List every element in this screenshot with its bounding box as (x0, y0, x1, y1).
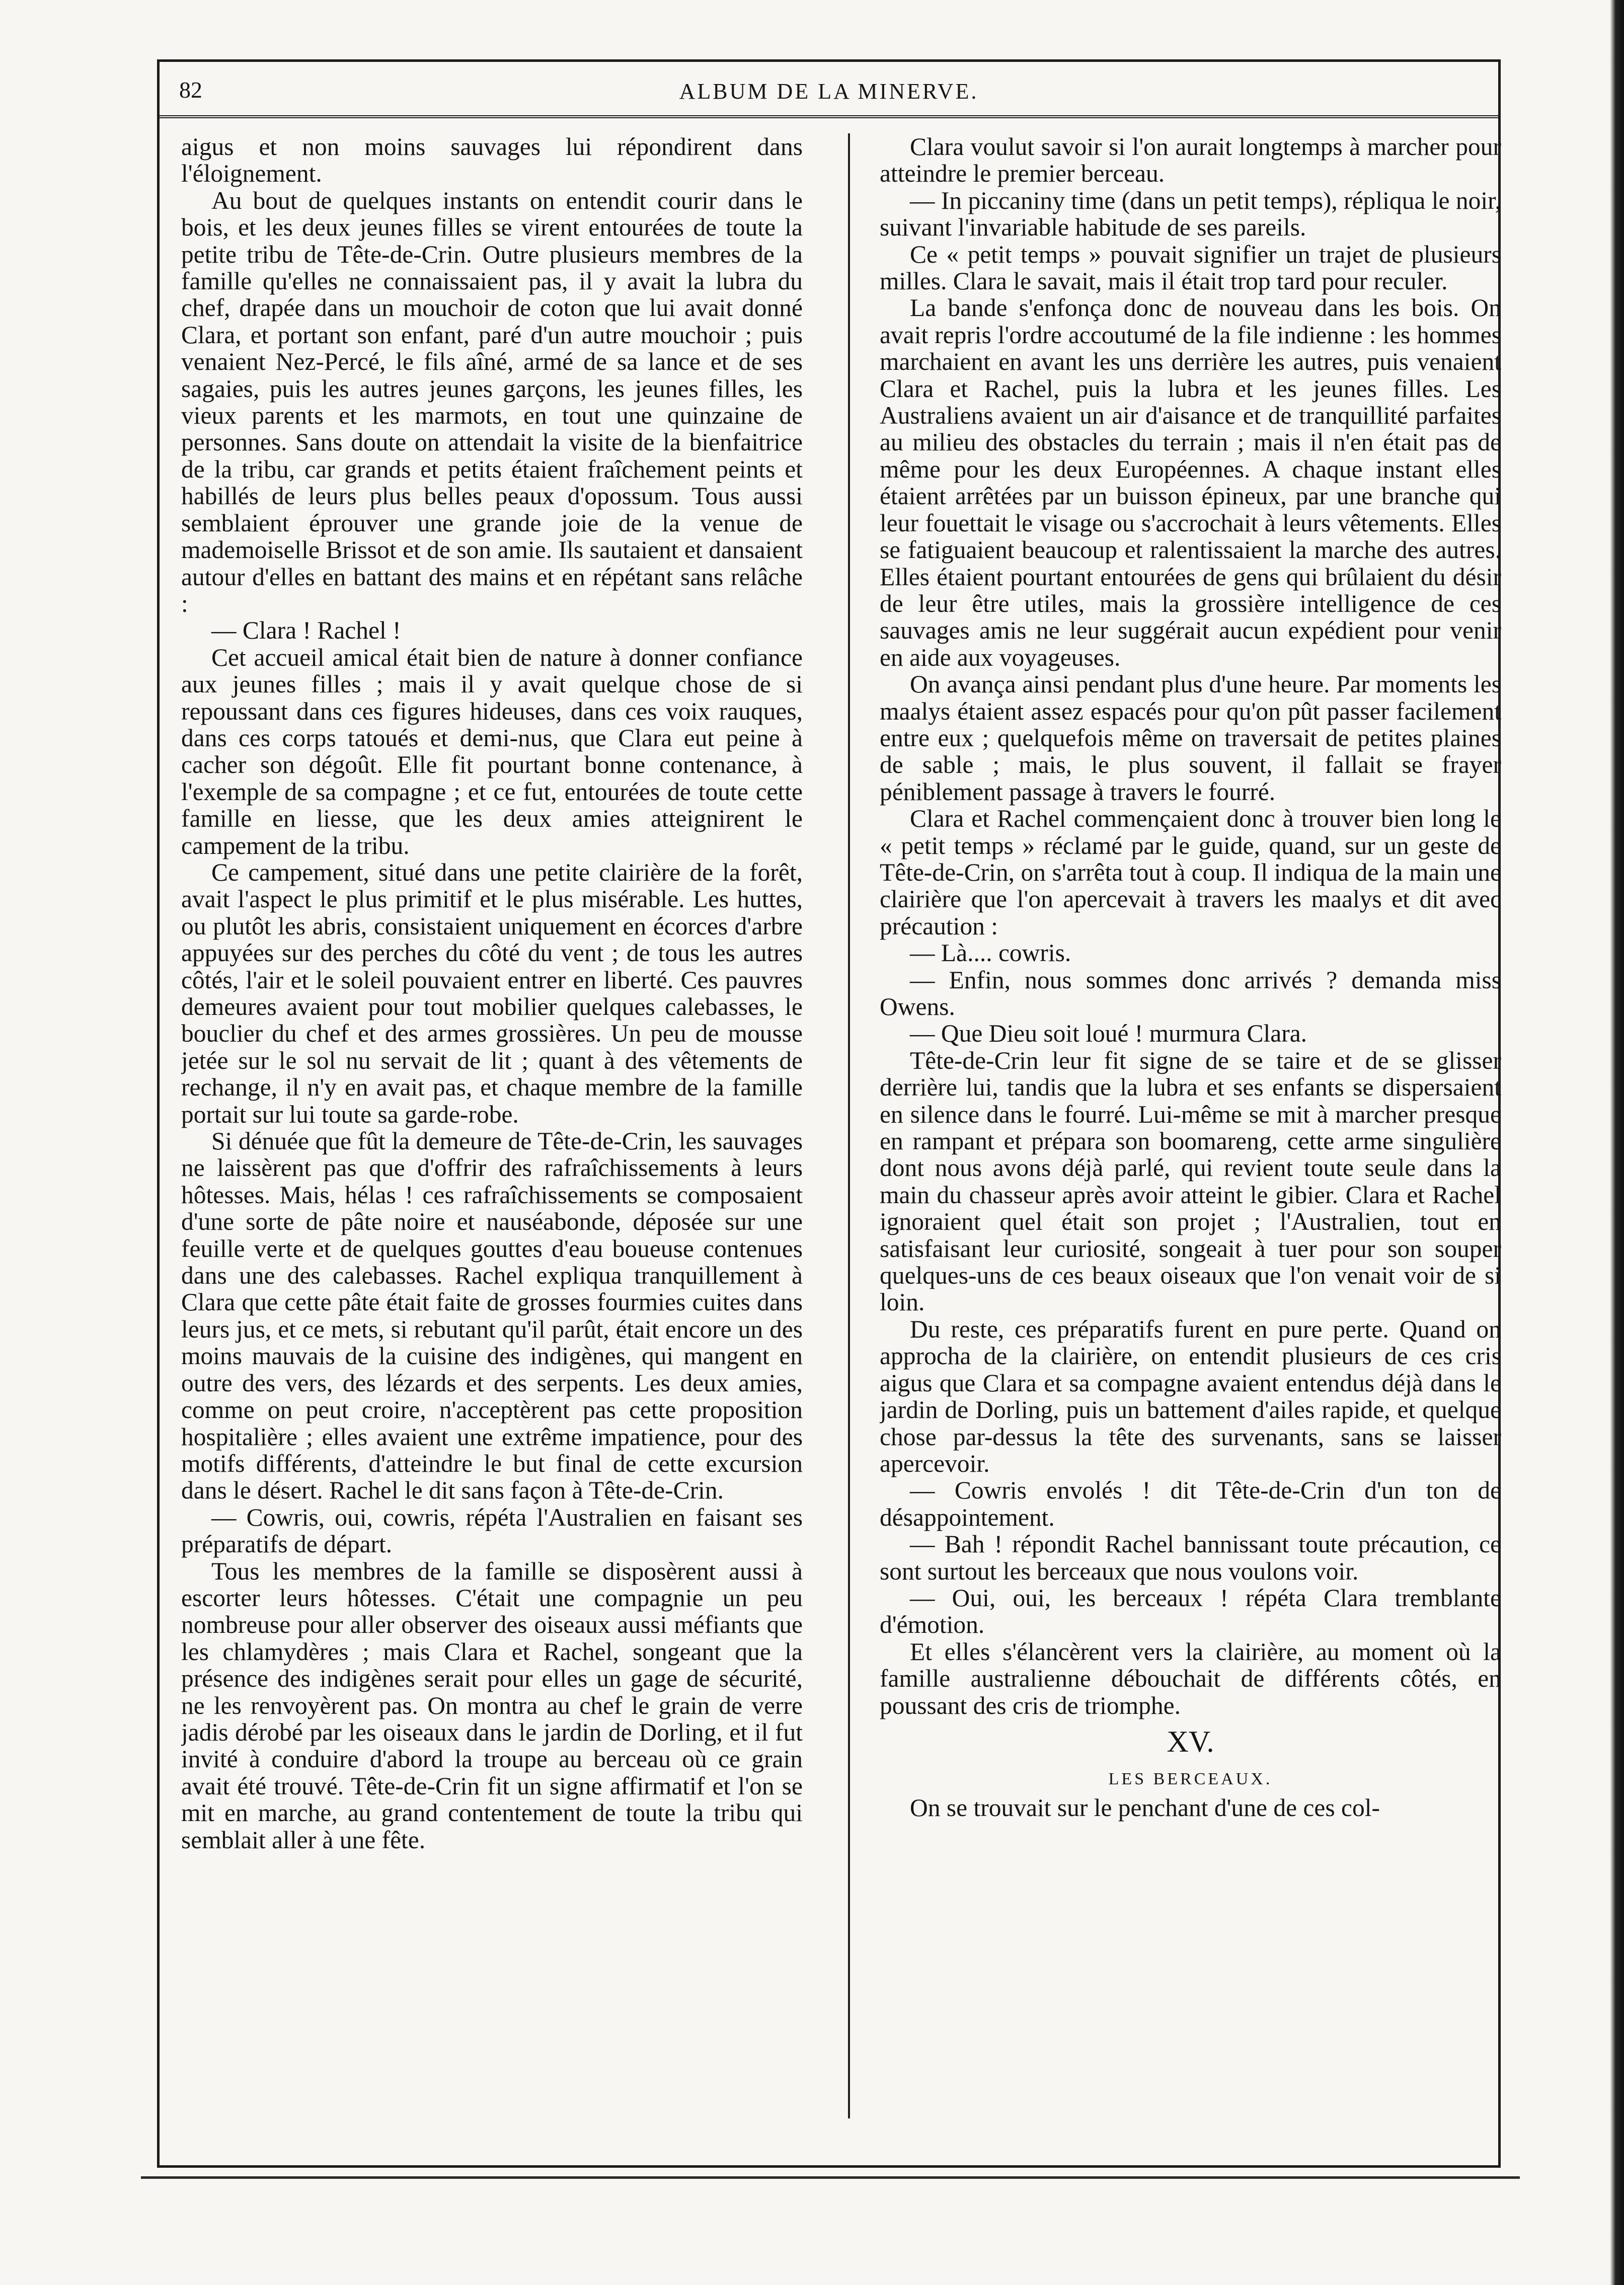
page-number: 82 (179, 77, 202, 103)
bottom-rule (141, 2176, 1520, 2179)
paragraph: — Bah ! répondit Rachel bannissant toute précaution, ce sont surtout les berceaux que nous voulons voir. (880, 1530, 1501, 1585)
left-column (181, 133, 803, 2136)
paragraph: Tête-de-Crin leur fit signe de se taire et de se glisser derrière lui, tandis que la lubra et ses enfants se dispersaient en silence dans le fourré. Lui-même se mit à marcher presque en rampant et prépara son boomareng, cette arme singulière dont nous avons déjà parlé, qui revient toute seule dans la main du chasseur après avoir atteint le gibier. Clara et Rachel ignoraient quel était son projet ; l'Australien, tout en satisfaisant leur curiosité, songeait à tuer pour son souper quelques-uns de ces beaux oiseaux que l'on venait voir de si loin. (880, 1046, 1501, 1316)
right-column (880, 133, 1501, 2136)
scan-edge (1610, 0, 1624, 2285)
column-divider (848, 133, 850, 2118)
chapter-title: LES BERCEAUX. (1108, 1769, 1273, 1788)
paragraph: — Clara ! Rachel ! (211, 616, 401, 645)
paragraph: Ce « petit temps » pouvait signifier un trajet de plusieurs milles. Clara le savait, mais il était trop tard pour reculer. (880, 240, 1501, 295)
paragraph: Cet accueil amical était bien de nature à donner confiance aux jeunes filles ; mais il y avait quelque chose de si repoussant dans ces figures hideuses, dans ces voix rauques, dans ces corps tatoués et demi-nus, que Clara eut peine à cacher son dégoût. Elle fit pourtant bonne contenance, à l'exemple de sa compagne ; et ce fut, entourées de toute cette famille en liesse, que les deux amies atteignirent le campement de la tribu. (181, 643, 803, 859)
paragraph: Clara et Rachel commençaient donc à trouver bien long le « petit temps » réclamé par le guide, quand, sur un geste de Tête-de-Crin, on s'arrêta tout à coup. Il indiqua de la main une clairière que l'on apercevait à travers les maalys et dit avec précaution : (880, 805, 1501, 940)
paragraph: Au bout de quelques instants on entendit courir dans le bois, et les deux jeunes filles se virent entourées de toute la petite tribu de Tête-de-Crin. Outre plusieurs membres de la famille qu'elles ne connaissaient pas, il y avait la lubra du chef, drapée dans un mouchoir de coton que lui avait donné Clara, et portant son enfant, paré d'un autre mouchoir ; puis venaient Nez-Percé, le fils aîné, armé de sa lance et de ses sagaies, puis les autres jeunes garçons, les jeunes filles, les vieux parents et les marmots, en tout une quinzaine de personnes. Sans doute on attendait la visite de la bienfaitrice de la tribu, car grands et petits étaient fraîchement peints et habillés de leurs plus belles peaux d'opossum. Tous aussi semblaient éprouver une grande joie de la venue de mademoiselle Brissot et de son amie. Ils sautaient et dansaient autour d'elles en battant des mains et en répétant sans relâche : (181, 186, 803, 617)
chapter-number: XV. (1167, 1724, 1214, 1758)
page-header (157, 65, 1501, 118)
paragraph: — Oui, oui, les berceaux ! répéta Clara tremblante d'émotion. (880, 1584, 1501, 1639)
paragraph: — Cowris, oui, cowris, répéta l'Australien en faisant ses préparatifs de départ. (181, 1503, 803, 1558)
paragraph: On avança ainsi pendant plus d'une heure. Par moments les maalys étaient assez espacés pour qu'on pût passer facilement entre eux ; quelquefois même on traversait de petites plaines de sable ; mais, le plus souvent, il fallait se frayer péniblement passage à travers le fourré. (880, 670, 1501, 806)
paragraph: — Là.... cowris. (910, 939, 1071, 967)
paragraph: Du reste, ces préparatifs furent en pure perte. Quand on approcha de la clairière, on entendit plusieurs de ces cris aigus que Clara et sa compagne avaient entendus déjà dans le jardin de Dorling, puis un battement d'ailes rapide, et quelque chose par-dessus la tête des survenants, sans se laisser apercevoir. (880, 1315, 1501, 1477)
paragraph: Si dénuée que fût la demeure de Tête-de-Crin, les sauvages ne laissèrent pas que d'offrir des rafraîchissements à leurs hôtesses. Mais, hélas ! ces rafraîchissements se composaient d'une sorte de pâte noire et nauséabonde, déposée sur une feuille verte et de quelques gouttes d'eau boueuse contenues dans une des calebasses. Rachel expliqua tranquillement à Clara que cette pâte était faite de grosses fourmies cuites dans leurs jus, et ce mets, si rebutant qu'il parût, était encore un des moins mauvais de la cuisine des indigènes, qui mangent en outre des vers, des lézards et des serpents. Les deux amies, comme on peut croire, n'acceptèrent pas cette proposition hospitalière ; elles avaient une extrême impatience, pour des motifs différents, d'atteindre le but final de cette excursion dans le désert. Rachel le dit sans façon à Tête-de-Crin. (181, 1127, 803, 1505)
paragraph: — Cowris envolés ! dit Tête-de-Crin d'un ton de désappointement. (880, 1476, 1501, 1531)
chapter-first-line: On se trouvait sur le penchant d'une de ces col- (910, 1793, 1380, 1822)
paragraph: aigus et non moins sauvages lui répondirent dans l'éloignement. (181, 133, 803, 188)
paragraph: — Enfin, nous sommes donc arrivés ? demanda miss Owens. (880, 966, 1501, 1020)
paragraph: — Que Dieu soit loué ! murmura Clara. (910, 1019, 1307, 1048)
paragraph: Tous les membres de la famille se disposèrent aussi à escorter leurs hôtesses. C'était une compagnie un peu nombreuse pour aller observer des oiseaux aussi méfiants que les chlamydères ; mais Clara et Rachel, songeant que la présence des indigènes serait pour elles un gage de sécurité, ne les renvoyèrent pas. On montra au chef le grain de verre jadis dérobé par les oiseaux dans le jardin de Dorling, et il fut invité à conduire d'abord la troupe au berceau où ce grain avait été trouvé. Tête-de-Crin fit un signe affirmatif et l'on se mit en marche, au grand contentement de toute la tribu qui semblait aller à une fête. (181, 1557, 803, 1854)
paragraph: — In piccaniny time (dans un petit temps), répliqua le noir, suivant l'invariable habitude de ses pareils. (880, 186, 1501, 242)
paragraph: La bande s'enfonça donc de nouveau dans les bois. On avait repris l'ordre accoutumé de la file indienne : les hommes marchaient en avant les uns derrière les autres, puis venaient Clara et Rachel, puis la lubra et les jeunes filles. Les Australiens avaient un air d'aisance et de tranquillité parfaites au milieu des obstacles du terrain ; mais il n'en était pas de même pour les deux Européennes. A chaque instant elles étaient arrêtées par un buisson épineux, par une branche qui leur fouettait le visage ou s'accrochait à leurs vêtements. Elles se fatiguaient beaucoup et ralentissaient la marche des autres. Elles étaient pourtant entourées de gens qui brûlaient du désir de leur être utiles, mais la grossière intelligence de ces sauvages amis ne leur suggérait aucun expédient pour venir en aide aux voyageuses. (880, 294, 1501, 671)
running-title: ALBUM DE LA MINERVE. (679, 79, 979, 104)
paragraph: Ce campement, situé dans une petite clairière de la forêt, avait l'aspect le plus primitif et le plus misérable. Les huttes, ou plutôt les abris, consistaient uniquement en écorces d'arbre appuyées sur des perches du côté du vent ; de tous les autres côtés, l'air et le soleil pouvaient entrer en liberté. Ces pauvres demeures avaient pour tout mobilier quelques calebasses, le bouclier du chef et des armes grossières. Un peu de mousse jetée sur le sol nu servait de lit ; quant à des vêtements de rechange, il n'y en avait pas, et chaque membre de la famille portait sur lui toute sa garde-robe. (181, 858, 803, 1128)
paragraph: Et elles s'élancèrent vers la clairière, au moment où la famille australienne débouchait de différents côtés, en poussant des cris de triomphe. (880, 1637, 1501, 1719)
paragraph: Clara voulut savoir si l'on aurait longtemps à marcher pour atteindre le premier berceau. (880, 133, 1501, 188)
